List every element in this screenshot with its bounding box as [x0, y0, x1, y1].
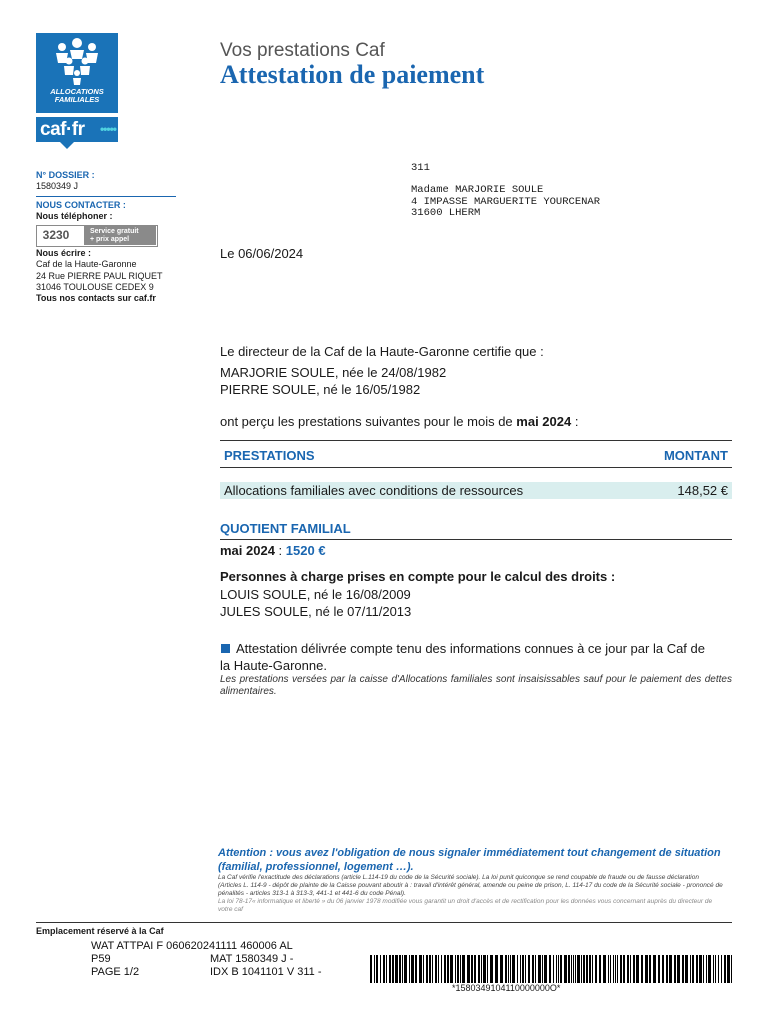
footer-code-line: P59	[91, 953, 111, 965]
prestation-label: Allocations familiales avec conditions de ressources	[224, 483, 524, 498]
percu-suffix: :	[571, 414, 579, 429]
certify-intro: Le directeur de la Caf de la Haute-Garonne certifie que :	[220, 344, 544, 359]
document-date: Le 06/06/2024	[220, 246, 304, 261]
address-line: 24 Rue PIERRE PAUL RIQUET	[36, 270, 163, 281]
col-montant: MONTANT	[663, 448, 728, 463]
percu-line	[220, 413, 578, 430]
footer-code-line: PAGE 1/2	[91, 966, 140, 978]
caf-fr-banner	[36, 117, 118, 142]
logo-notch	[60, 142, 74, 149]
contacts-link[interactable]: Tous nos contacts sur caf.fr	[36, 293, 156, 303]
warning-line-1: Attention : vous avez l'obligation de nous signaler immédiatement tout changement de situation	[218, 847, 721, 859]
barcode-text: *1580349104110000000O*	[452, 983, 561, 993]
logo-line-1: ALLOCATIONS	[50, 87, 104, 96]
family-figures-icon	[36, 33, 118, 89]
dossier-label: N° DOSSIER :	[36, 170, 95, 180]
phone-badge	[84, 226, 156, 245]
prestation-amount: 148,52 €	[677, 483, 728, 498]
recipient-line: 4 IMPASSE MARGUERITE YOURCENAR	[411, 195, 601, 208]
attestation-note: Les prestations versées par la caisse d'Allocations familiales sont insaisissables sauf pour le paiement des dettes alimentaires.	[220, 674, 732, 697]
children-list	[220, 586, 411, 620]
charge-heading: Personnes à charge prises en compte pour le calcul des droits :	[220, 569, 616, 584]
warning-line-2: (familial, professionnel, logement …).	[218, 861, 414, 873]
phone-badge-line-2: + prix appel	[90, 236, 130, 243]
contact-label: NOUS CONTACTER :	[36, 200, 126, 210]
logo-brand-text	[36, 88, 118, 104]
quotient-heading: QUOTIENT FAMILIAL	[220, 521, 351, 536]
quotient-value: 1520 €	[285, 543, 326, 558]
phone-label: Nous téléphoner :	[36, 211, 113, 221]
col-prestations: PRESTATIONS	[224, 448, 315, 463]
beneficiary-line: MARJORIE SOULE, née le 24/08/1982	[220, 365, 447, 380]
barcode-icon	[370, 955, 732, 983]
attestation-line-1: Attestation délivrée compte tenu des informations connues à ce jour par la Caf de	[236, 641, 705, 656]
bullet-square-icon	[221, 644, 230, 653]
dossier-number: 1580349 J	[36, 181, 79, 191]
footer-codes-right	[210, 953, 322, 979]
recipient-line: Madame MARJORIE SOULE	[411, 184, 544, 196]
page-title: Attestation de paiement	[220, 60, 485, 89]
caf-fr-label: caf·fr	[40, 119, 85, 140]
quotient-sep: :	[274, 543, 286, 558]
footer-rule	[36, 922, 732, 923]
caf-postal-address	[36, 259, 163, 294]
table-top-rule	[220, 440, 732, 441]
attestation-line-2: la Haute-Garonne.	[220, 658, 327, 673]
phone-badge-line-1: Service gratuit	[90, 228, 139, 235]
percu-prefix: ont perçu les prestations suivantes pour le mois de	[220, 414, 517, 429]
write-label: Nous écrire :	[36, 248, 92, 258]
quotient-rule	[220, 539, 732, 540]
beneficiary-line: PIERRE SOULE, né le 16/05/1982	[220, 382, 421, 397]
footer-code-line: WAT ATTPAI F 060620241111 460006 AL	[91, 940, 293, 952]
footer-code-line: MAT 1580349 J -	[210, 953, 294, 965]
sidebar-divider	[36, 196, 176, 197]
recipient-line: 31600 LHERM	[411, 207, 481, 219]
recipient-address	[411, 185, 600, 220]
legal-paragraph: La Caf vérifie l'exactitude des déclarations (article L.114-19 du code de la Sécurité sociale). La loi punit quiconque se rend coupable de fraude ou de fausse déclaration (Articles L. 114-9 - dépôt de plainte de la Caisse pouvant aboutir à : travail d'intérêt général, amende ou peine de prison, L. 114-17 du code de la Sécurité sociale - prononcé de pénalités - articles 313-1 à 313-3, 441-1 et 441-6 du code Pénal).	[218, 874, 723, 897]
phone-number[interactable]: 3230	[42, 228, 70, 242]
quotient-month: mai 2024	[220, 543, 275, 558]
legal-text	[218, 874, 724, 914]
table-header-rule	[220, 467, 732, 468]
child-line: LOUIS SOULE, né le 16/08/2009	[220, 587, 411, 602]
address-line: 31046 TOULOUSE CEDEX 9	[36, 282, 154, 292]
page-subtitle: Vos prestations Caf	[220, 40, 385, 61]
caf-fr-dots: •••••	[99, 122, 116, 136]
logo-line-2: FAMILIALES	[54, 95, 100, 104]
quotient-line	[220, 542, 326, 559]
footer-code-line: IDX B 1041101 V 311 -	[210, 966, 322, 978]
beneficiaries	[220, 364, 446, 398]
legal-paragraph-2: La loi 78-17« informatique et liberté » du 06 janvier 1978 modifiée vous garantit un droit d'accès et de rectification pour les données vous concernant auprès du directeur de votre caf	[218, 898, 713, 913]
recipient-code: 311	[411, 162, 430, 174]
reserved-label: Emplacement réservé à la Caf	[36, 926, 164, 936]
address-line: Caf de la Haute-Garonne	[36, 259, 137, 269]
child-line: JULES SOULE, né le 07/11/2013	[220, 604, 412, 619]
percu-month: mai 2024	[516, 414, 572, 429]
